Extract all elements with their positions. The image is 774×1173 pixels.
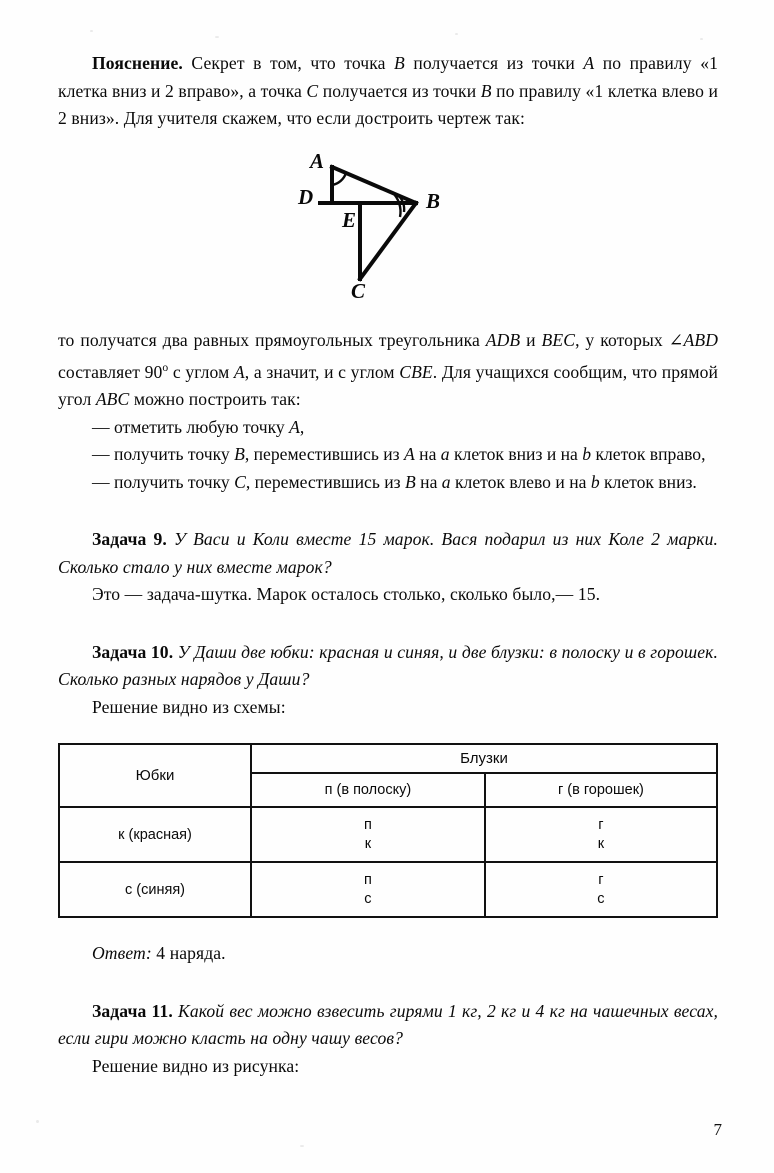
combo-line-2: с (364, 890, 372, 907)
task-9-solution: Это — задача-шутка. Марок осталось столько, сколько было,— 15. (92, 584, 601, 605)
after-text-2: и (520, 329, 542, 350)
table-cell-red-striped (251, 807, 485, 862)
geometry-figure-wrapper (58, 148, 718, 305)
task-9-text: У Васи и Коли вместе 15 марок. Вася подарил из них Коле 2 марки. Сколько стало у них вместе марок? (58, 529, 718, 577)
explanation-text-2: получается из точки (404, 53, 584, 73)
task-10-statement (58, 639, 718, 694)
after-text-1: то получатся два равных прямоугольных треугольника (58, 329, 486, 350)
after-text-6: , а значит, и с углом (244, 361, 400, 382)
step-3-var-c: C (234, 471, 246, 492)
table-header-striped: п (в полоску) (251, 773, 485, 807)
table-cell-blue-striped (251, 862, 485, 917)
var-a: A (583, 53, 595, 73)
step-1-var-a: A (289, 416, 300, 437)
step-3-mid-1: , переместившись из (245, 471, 406, 492)
after-text-3: , у которых ∠ (575, 329, 684, 350)
combo-line-2: к (364, 835, 372, 852)
step-3-var-a-count: a (441, 471, 451, 492)
outfits-schema-table (58, 743, 718, 918)
task-10-solution-lead: Решение видно из схемы: (92, 696, 286, 717)
step-1-dash: — отметить любую точку (92, 416, 290, 437)
var-b-2: B (480, 80, 492, 101)
figure-label-d: D (298, 184, 314, 209)
var-b: B (394, 53, 405, 73)
geometry-figure (298, 148, 494, 305)
triangle-adb: ADB (485, 329, 521, 350)
combo-line-1: г (598, 871, 604, 888)
task-11-text: Какой вес можно взвесить гирями 1 кг, 2 кг и 4 кг на чашечных весах, если гири можно класть на одну чашу весов? (58, 1000, 718, 1049)
scan-speckle (90, 30, 93, 32)
step-3-var-b-count: b (590, 471, 600, 492)
after-text-4: составляет 90 (58, 361, 163, 382)
step-3-tail: клеток вниз. (599, 471, 697, 492)
construction-step-1 (58, 414, 718, 442)
triangle-diagram-svg (304, 155, 494, 305)
table-row (59, 807, 717, 862)
construction-step-3 (58, 469, 718, 497)
table-header-polkadot: г (в горошек) (485, 773, 717, 807)
step-2-dash: — получить точку (92, 444, 235, 465)
scan-speckle (36, 1120, 39, 1123)
explanation-text-1: Секрет в том, что точка (182, 53, 395, 73)
task-11-statement (58, 998, 718, 1053)
answer-label: Ответ: (92, 943, 152, 964)
table-cell-red-polkadot (485, 807, 717, 862)
explanation-text-3: по правилу «1 клетка вниз и 2 вправо», а точка (58, 53, 718, 101)
explanation-paragraph (58, 50, 718, 133)
scan-speckle (700, 38, 703, 40)
var-c: C (306, 80, 319, 101)
step-3-mid-3: клеток влево и на (450, 471, 591, 492)
step-2-var-a-count: a (440, 444, 450, 465)
degree-symbol: o (162, 361, 169, 374)
explanation-label: Пояснение. (92, 53, 183, 73)
task-9-statement (58, 526, 718, 581)
table-rowlabel-red: к (красная) (59, 807, 251, 862)
step-2-mid-1: , переместившись из (244, 444, 405, 465)
page-number: 7 (713, 1120, 722, 1139)
after-text-8: можно построить так: (129, 389, 301, 410)
table-rowlabel-blue: с (синяя) (59, 862, 251, 917)
angle-cbe: CBE (399, 361, 433, 382)
combo-line-1: п (363, 871, 372, 888)
construction-step-2 (58, 441, 718, 469)
step-2-var-a: A (404, 444, 415, 465)
task-9-label: Задача 9. (92, 529, 167, 550)
figure-label-c: C (351, 278, 366, 303)
figure-label-e: E (342, 207, 357, 232)
triangle-bec: BEC (541, 329, 576, 350)
scan-speckle (455, 33, 458, 35)
combo-line-1: г (598, 816, 604, 833)
step-2-var-b-count: b (582, 444, 592, 465)
table-row-header-top (59, 744, 717, 773)
page-content (58, 50, 718, 1080)
answer-value: 4 наряда. (151, 943, 226, 964)
step-2-mid-3: клеток вниз и на (449, 444, 583, 465)
task-10-text: У Даши две юбки: красная и синяя, и две блузки: в полоску и в горошек. Сколько разных нарядов у Даши? (58, 641, 719, 690)
figure-label-b: B (426, 188, 441, 213)
combo-line-2: к (597, 835, 605, 852)
step-2-var-b: B (234, 444, 245, 465)
var-a-angle: A (233, 361, 245, 382)
after-text-5: с углом (168, 361, 234, 382)
figure-label-a: A (310, 148, 325, 173)
step-3-var-b: B (405, 471, 416, 492)
table-header-blouses: Блузки (251, 744, 717, 773)
schema-table-wrapper (58, 743, 718, 918)
angle-abc: ABC (95, 389, 130, 410)
explanation-text-5: по правилу «1 клетка влево и 2 вниз». Для учителя скажем, что если достроить чертеж так: (58, 80, 718, 128)
after-text-7: . Для учащихся сообщим, что прямой угол (58, 361, 719, 410)
step-3-dash: — получить точку (92, 471, 235, 492)
combo-line-1: п (363, 816, 372, 833)
task-11-label: Задача 11. (92, 1000, 173, 1021)
step-2-mid-2: на (414, 444, 441, 465)
scan-speckle (215, 36, 219, 38)
explanation-text-4: получается из точки (318, 80, 481, 101)
table-cell-blue-polkadot (485, 862, 717, 917)
step-2-tail: клеток вправо, (591, 444, 706, 465)
table-row (59, 862, 717, 917)
task-10-answer (58, 940, 718, 968)
table-header-skirts: Юбки (59, 744, 251, 807)
task-11-solution-lead: Решение видно из рисунка: (92, 1055, 300, 1076)
after-figure-paragraph (58, 327, 718, 414)
combo-line-2: с (597, 890, 605, 907)
step-3-mid-2: на (415, 471, 442, 492)
task-10-label: Задача 10. (92, 641, 174, 662)
scan-speckle (300, 1145, 304, 1147)
step-1-tail: , (299, 416, 305, 437)
angle-abd: ABD (683, 329, 718, 350)
